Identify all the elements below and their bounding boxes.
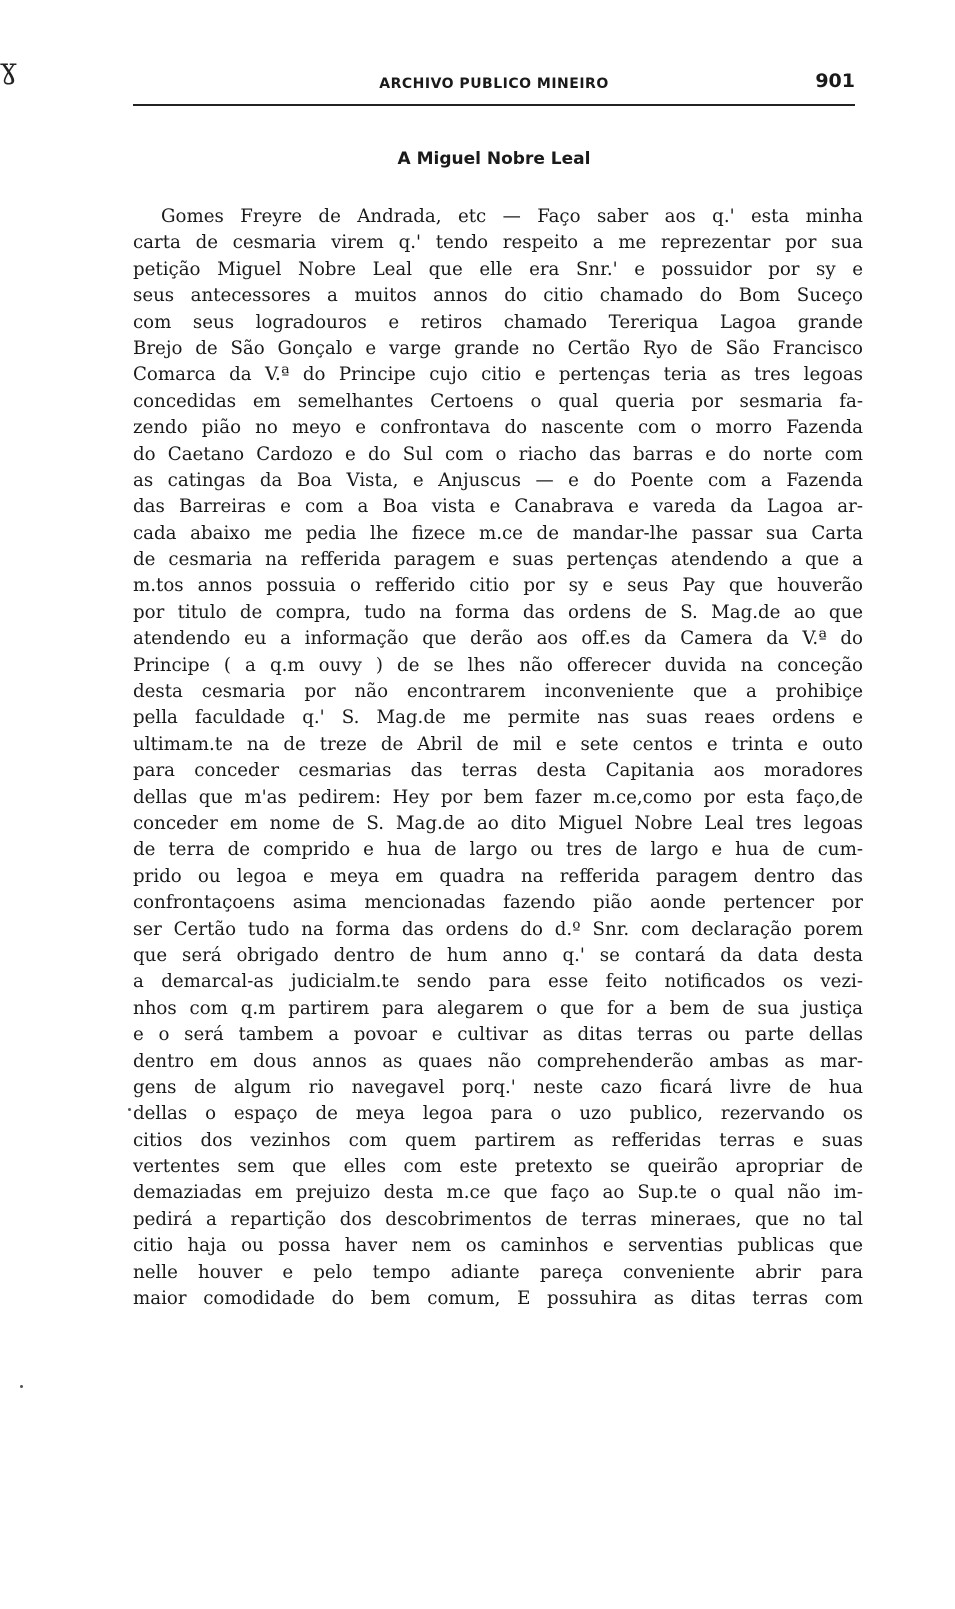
text-line: ultimam.te na de treze de Abril de mil e sete centos e trinta e outo xyxy=(133,733,863,755)
text-line: com seus logradouros e retiros chamado Tereriqua Lagoa grande xyxy=(133,311,863,333)
text-line: por titulo de compra, tudo na forma das ordens de S. Mag.de ao que xyxy=(133,601,863,623)
text-line: para conceder cesmarias das terras desta Capitania aos moradores xyxy=(133,760,863,782)
text-line: gens de algum rio navegavel porq.' neste cazo ficará livre de hua xyxy=(133,1076,863,1098)
body-text xyxy=(133,204,863,1312)
text-line: citios dos vezinhos com quem partirem as refferidas terras e suas xyxy=(133,1129,863,1151)
running-title: ARCHIVO PUBLICO MINEIRO xyxy=(379,76,609,92)
page-number: 901 xyxy=(815,70,855,92)
text-line: concedidas em semelhantes Certoens o qual queria por sesmaria fa- xyxy=(133,390,863,412)
text-line: desta cesmaria por não encontrarem inconveniente que a prohibiçe xyxy=(133,681,863,703)
running-header xyxy=(133,70,855,98)
text-line: vertentes sem que elles com este pretexto se queirão apropriar de xyxy=(133,1156,863,1178)
text-line: prido ou legoa e meya em quadra na refferida paragem dentro das xyxy=(133,865,863,887)
text-line: confrontaçoens asima mencionadas fazendo pião aonde pertencer por xyxy=(133,892,863,914)
text-line: que será obrigado dentro de hum anno q.' se contará da data desta xyxy=(133,944,863,966)
text-line: pedirá a repartição dos descobrimentos de terras mineraes, que no tal xyxy=(133,1208,863,1230)
text-line: nhos com q.m partirem para alegarem o que for a bem de sua justiça xyxy=(133,997,863,1019)
text-line: pella faculdade q.' S. Mag.de me permite nas suas reaes ordens e xyxy=(133,707,863,729)
text-line: maior comodidade do bem comum, E possuhira as ditas terras com xyxy=(133,1288,863,1310)
text-line: de terra de comprido e hua de largo ou tres de largo e hua de cum- xyxy=(133,839,863,861)
text-line: de cesmaria na refferida paragem e suas pertenças atendendo a que a xyxy=(133,549,863,571)
text-line: Brejo de São Gonçalo e varge grande no Certão Ryo de São Francisco xyxy=(133,337,863,359)
text-line: dentro em dous annos as quaes não comprehenderão ambas as mar- xyxy=(133,1050,863,1072)
text-line: ser Certão tudo na forma das ordens do d.º Snr. com declaração porem xyxy=(133,918,863,940)
text-line: dellas que m'as pedirem: Hey por bem fazer m.ce,como por esta faço,de xyxy=(133,786,863,808)
text-line: as catingas da Boa Vista, e Anjuscus — e do Poente com a Fazenda xyxy=(133,469,863,491)
text-line: dellas o espaço de meya legoa para o uzo publico, rezervando os xyxy=(133,1103,863,1125)
text-line: e o será tambem a povoar e cultivar as ditas terras ou parte dellas xyxy=(133,1024,863,1046)
section-title: A Miguel Nobre Leal xyxy=(397,149,591,169)
text-line: atendendo eu a informação que derão aos off.es da Camera da V.ª do xyxy=(133,628,863,650)
text-line: Gomes Freyre de Andrada, etc — Faço saber aos q.' esta minha xyxy=(161,206,863,227)
text-line: m.tos annos possuia o refferido citio por sy e seus Pay que houverão xyxy=(133,575,863,597)
text-line: Comarca da V.ª do Principe cujo citio e pertenças teria as tres legoas xyxy=(133,364,863,386)
text-line: petição Miguel Nobre Leal que elle era Snr.' e possuidor por sy e xyxy=(133,258,863,280)
text-line: Principe ( a q.m ouvy ) de se lhes não offerecer duvida na conceção xyxy=(133,654,863,676)
text-line: a demarcal-as judicialm.te sendo para esse feito notificados os vezi- xyxy=(133,971,863,993)
scan-speck xyxy=(20,1385,23,1388)
margin-pen-mark: ɣ xyxy=(0,52,17,85)
text-line: conceder em nome de S. Mag.de ao dito Miguel Nobre Leal tres legoas xyxy=(133,812,863,834)
text-line: do Caetano Cardozo e do Sul com o riacho das barras e do norte com xyxy=(133,443,863,465)
text-line: nelle houver e pelo tempo adiante pareça conveniente abrir para xyxy=(133,1261,863,1283)
text-line: citio haja ou possa haver nem os caminhos e serventias publicas que xyxy=(133,1235,863,1257)
text-line: zendo pião no meyo e confrontava do nascente com o morro Fazenda xyxy=(133,417,863,439)
text-line: cada abaixo me pedia lhe fizece m.ce de mandar-lhe passar sua Carta xyxy=(133,522,863,544)
header-rule xyxy=(133,104,855,106)
text-line: carta de cesmaria virem q.' tendo respeito a me reprezentar por sua xyxy=(133,232,863,254)
text-line: das Barreiras e com a Boa vista e Canabrava e vareda da Lagoa ar- xyxy=(133,496,863,518)
text-line: seus antecessores a muitos annos do citio chamado do Bom Suceço xyxy=(133,285,863,307)
scan-speck xyxy=(128,1108,131,1111)
text-line: demaziadas em prejuizo desta m.ce que faço ao Sup.te o qual não im- xyxy=(133,1182,863,1204)
